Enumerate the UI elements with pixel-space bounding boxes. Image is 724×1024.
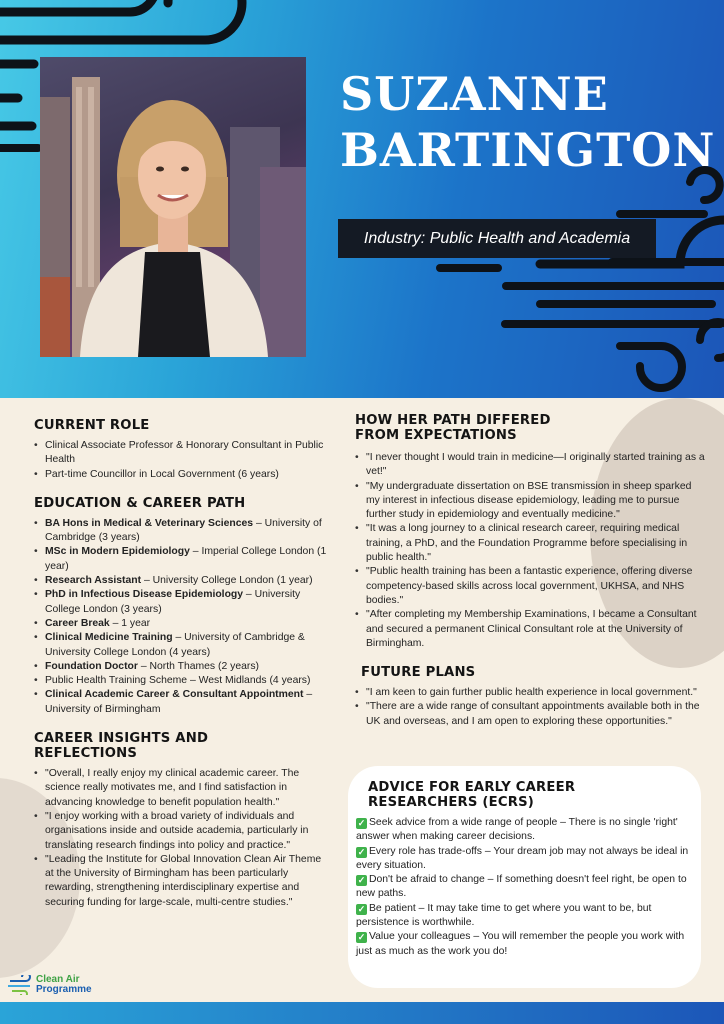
first-name: SUZANNE [340,67,609,121]
insights-list [34,767,328,910]
current-role-list [34,439,328,482]
logo-text: Clean Air Programme [36,974,92,995]
future-plans-heading: FUTURE PLANS [361,665,476,681]
advice-card [348,766,701,988]
list-item: • Part-time Councillor in Local Government (6 years) [34,468,328,482]
list-item: • "It was a long journey to a clinical research career, requiring medical training, a PhD, and the Foundation Programme before specialising in public health." [355,522,705,565]
left-column [34,418,328,910]
list-item: • PhD in Infectious Disease Epidemiology – University College London (3 years) [34,588,328,617]
education-heading: EDUCATION & CAREER PATH [34,495,246,511]
list-item: • Public Health Training Scheme – West Midlands (4 years) [34,674,328,688]
list-item: • Research Assistant – University College London (1 year) [34,574,328,588]
advice-heading: ADVICE FOR EARLY CAREER RESEARCHERS (ECRS) [368,780,576,810]
last-name: BARTINGTON [340,123,716,177]
list-item: ✓ Don't be afraid to change – If something doesn't feel right, be open to new paths. [356,874,687,900]
wind-logo-icon [8,975,36,995]
check-icon: ✓ [357,875,366,886]
advice-list [356,816,694,959]
list-item: • Clinical Medicine Training – University of Cambridge & University College London (4 years) [34,631,328,660]
list-item: • Clinical Associate Professor & Honorary Consultant in Public Health [34,439,328,468]
list-item: ✓ Be patient – It may take time to get where you want to be, but persistence is worthwhile. [356,902,652,929]
insights-heading: CAREER INSIGHTS AND REFLECTIONS [34,731,209,762]
check-icon: ✓ [357,846,366,857]
list-item: • "Leading the Institute for Global Innovation Clean Air Theme at the University of Birmingham has been particularly rewarding, strengthening interdisciplinary expertise and securing funding for large-scale, multi-centre studies." [34,853,328,910]
list-item: • BA Hons in Medical & Veterinary Sciences – University of Cambridge (3 years) [34,517,328,546]
list-item: ✓ Every role has trade-offs – Your dream job may not always be ideal in every situation. [356,845,689,871]
check-icon: ✓ [357,903,366,914]
list-item: • "Public health training has been a fantastic experience, offering diverse competency-based skills across local government, UKHSA, and NHS bodies." [355,565,705,608]
footer-bar [0,1002,724,1024]
list-item: ✓ Value your colleagues – You will remember the people you work with just as much as the work you do! [356,931,685,957]
list-item: • "After completing my Membership Examinations, I became a Consultant and secured a permanent Clinical Consultant role at the University of Birmingham. [355,608,705,651]
check-icon: ✓ [357,818,366,828]
content-area [0,398,724,1002]
industry-tag: Industry: Public Health and Academia [338,219,656,258]
list-item: • Foundation Doctor – North Thames (2 years) [34,660,328,674]
list-item: • "There are a wide range of consultant appointments available both in the UK and overseas, and I am open to exploring these opportunities." [355,700,705,729]
path-list [355,451,705,651]
header-banner [0,0,724,398]
list-item: • "I never thought I would train in medicine—I originally started training as a vet!" [355,451,705,480]
list-item: • "My undergraduate dissertation on BSE transmission in sheep sparked my interest in infectious disease epidemiology, leading me to pursue further study in epidemiology and eventually medicine." [355,480,705,523]
future-plans-list [355,686,705,729]
list-item: ✓ Seek advice from a wide range of people – There is no single 'right' answer when making career decisions. [356,817,678,843]
list-item: • "Overall, I really enjoy my clinical academic career. The science really motivates me, and I find satisfaction in advancing knowledge to benefit population health." [34,767,328,810]
clean-air-logo [8,974,92,1000]
list-item: • "I am keen to gain further public health experience in local government." [355,686,705,700]
current-role-heading: CURRENT ROLE [34,418,150,433]
check-icon: ✓ [357,932,366,943]
list-item: • Clinical Academic Career & Consultant Appointment – University of Birmingham [34,688,328,717]
education-list [34,517,328,717]
right-column [355,413,705,729]
list-item: • MSc in Modern Epidemiology – Imperial College London (1 year) [34,545,328,574]
person-name [340,66,720,178]
path-heading: HOW HER PATH DIFFERED FROM EXPECTATIONS [355,413,551,443]
list-item: • Career Break – 1 year [34,617,328,631]
portrait-photo [40,57,306,357]
list-item: • "I enjoy working with a broad variety of individuals and organisations inside and outside academia, particularly in translating research findings into policy and practice." [34,810,328,853]
